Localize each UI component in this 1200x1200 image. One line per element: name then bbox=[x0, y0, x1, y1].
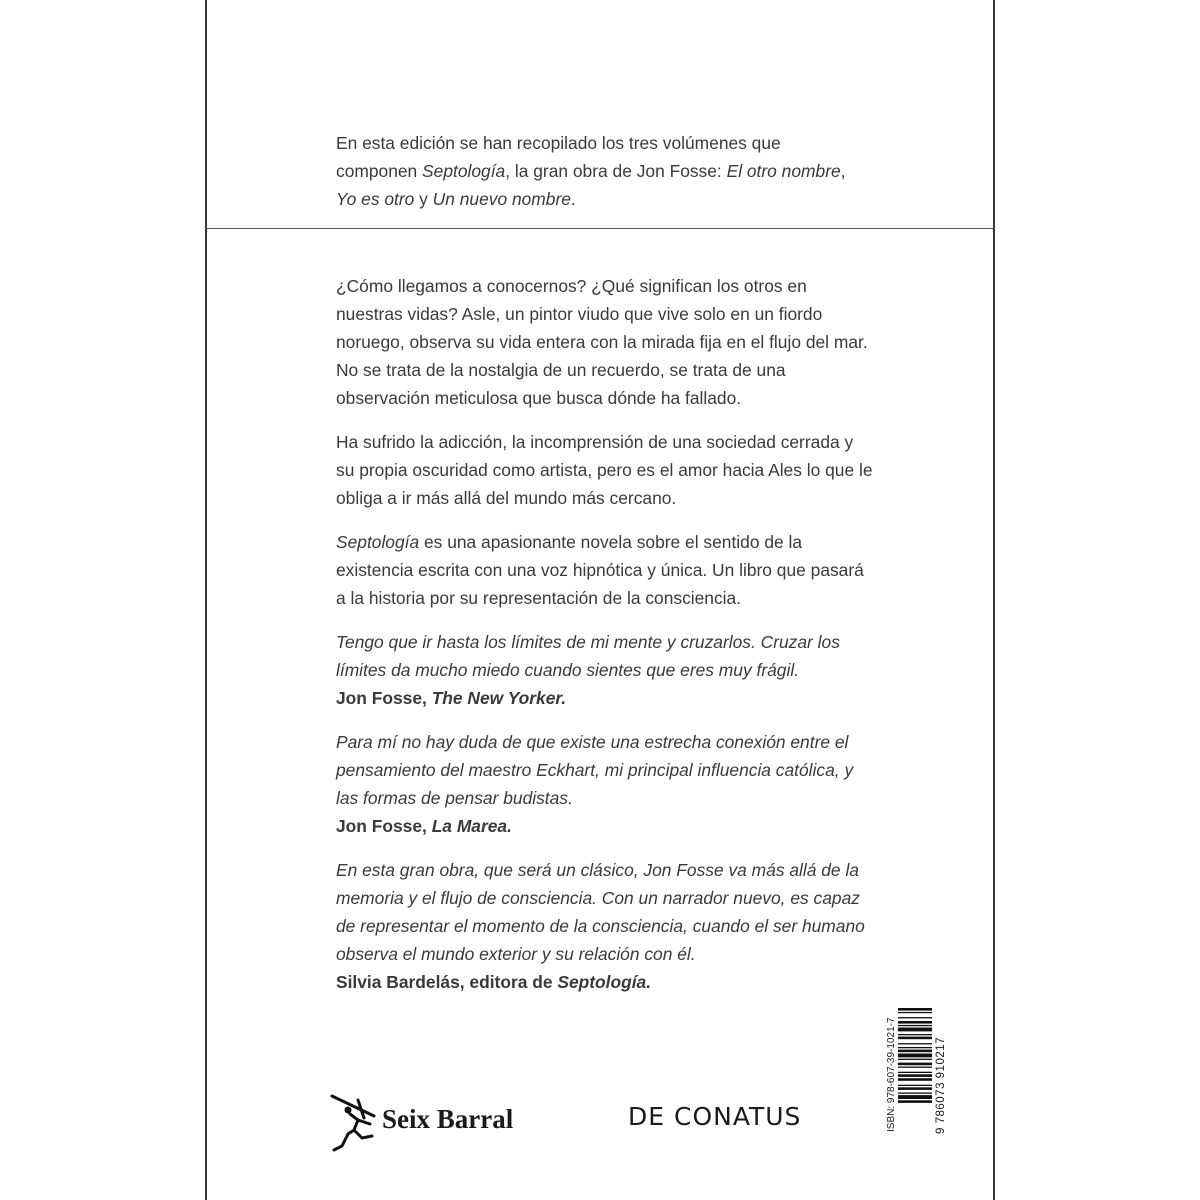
quote-text: Tengo que ir hasta los límites de mi mente y cruzarlos. Cruzar los límites da mucho miedo cuando sientes que eres muy frágil. bbox=[336, 632, 840, 680]
title-septologia: Septología bbox=[336, 532, 420, 552]
barcode-bar bbox=[898, 1054, 932, 1058]
quote-attribution: Silvia Bardelás, editora de Septología. bbox=[336, 972, 652, 992]
quote-attribution: Jon Fosse, The New Yorker. bbox=[336, 688, 567, 708]
barcode-bar bbox=[898, 1008, 932, 1011]
title-yo-es-otro: Yo es otro bbox=[336, 189, 415, 209]
publisher-logo bbox=[328, 1090, 538, 1154]
synopsis-paragraph-1: ¿Cómo llegamos a conocernos? ¿Qué significan los otros en nuestras vidas? Asle, un pintor viudo que vive solo en un fiordo noruego, observa su vida entera con la mirada fija en el flujo del mar. No se trata de la nostalgia de un recuerdo, se trata de una observación meticulosa que busca dónde ha fallado. bbox=[336, 276, 868, 408]
quote-2 bbox=[336, 728, 876, 840]
barcode-bar bbox=[898, 1017, 932, 1018]
intro-line-1: En esta edición se han recopilado los tres volúmenes que bbox=[336, 133, 781, 153]
barcode-bar bbox=[898, 1095, 932, 1099]
barcode-bar bbox=[898, 1021, 932, 1024]
barcode-bar bbox=[898, 1100, 932, 1103]
title-un-nuevo-nombre: Un nuevo nombre bbox=[432, 189, 571, 209]
intro-text: En esta edición se han recopilado los tres volúmenes que componen Septología, la gran obra de Jon Fosse: El otro nombre, Yo es otro y Un nuevo nombre. bbox=[336, 133, 846, 209]
barcode-bar bbox=[898, 1037, 932, 1040]
synopsis-paragraph-3: Septología es una apasionante novela sobre el sentido de la existencia escrita con una voz hipnótica y única. Un libro que pasará a la historia por su representación de la consciencia. bbox=[336, 532, 864, 608]
barcode-bar bbox=[898, 1043, 932, 1044]
barcode-bar bbox=[898, 1072, 932, 1073]
barcode-bar bbox=[898, 1093, 932, 1094]
barcode-bar bbox=[898, 1047, 932, 1048]
quote-3 bbox=[336, 856, 876, 996]
quote-text: En esta gran obra, que será un clásico, Jon Fosse va más allá de la memoria y el flujo de consciencia. Con un narrador nuevo, es capaz de representar el momento de la consciencia, cuando el ser humano observa el mundo exterior y su relación con él. bbox=[336, 860, 865, 964]
barcode-bar bbox=[898, 1067, 932, 1068]
barcode-bar bbox=[898, 1050, 932, 1053]
barcode-bar bbox=[898, 1087, 932, 1090]
barcode-bar bbox=[898, 1074, 932, 1077]
title-septologia: Septología bbox=[422, 161, 506, 181]
barcode-bar bbox=[898, 1085, 932, 1086]
quote-1 bbox=[336, 628, 876, 712]
barcode-bar bbox=[898, 1028, 932, 1032]
copublisher-logo: DE CONATUS bbox=[628, 1102, 802, 1131]
barcode-bar bbox=[898, 1012, 932, 1013]
running-figure-icon bbox=[328, 1090, 380, 1156]
barcode-bar bbox=[898, 1034, 932, 1035]
synopsis-paragraph-2: Ha sufrido la adicción, la incomprensión de una sociedad cerrada y su propia oscuridad como artista, pero es el amor hacia Ales lo que le obliga a ir más allá del mundo más cercano. bbox=[336, 432, 873, 508]
barcode-bar bbox=[898, 1063, 932, 1066]
quote-attribution: Jon Fosse, La Marea. bbox=[336, 816, 512, 836]
barcode-bar bbox=[898, 1025, 932, 1026]
publisher-name: Seix Barral bbox=[382, 1104, 514, 1134]
synopsis bbox=[336, 272, 876, 1012]
barcode-bar bbox=[898, 1059, 932, 1060]
title-el-otro-nombre: El otro nombre bbox=[726, 161, 841, 181]
cover-divider bbox=[205, 228, 995, 229]
isbn-number: ISBN: 978-607-39-1021-7 bbox=[886, 1017, 897, 1132]
quote-text: Para mí no hay duda de que existe una estrecha conexión entre el pensamiento del maestro Eckhart, mi principal influencia católica, y las formas de pensar budistas. bbox=[336, 732, 854, 808]
barcode-bar bbox=[898, 1078, 932, 1081]
barcode-digits: 9 786073 910217 bbox=[935, 1036, 947, 1134]
